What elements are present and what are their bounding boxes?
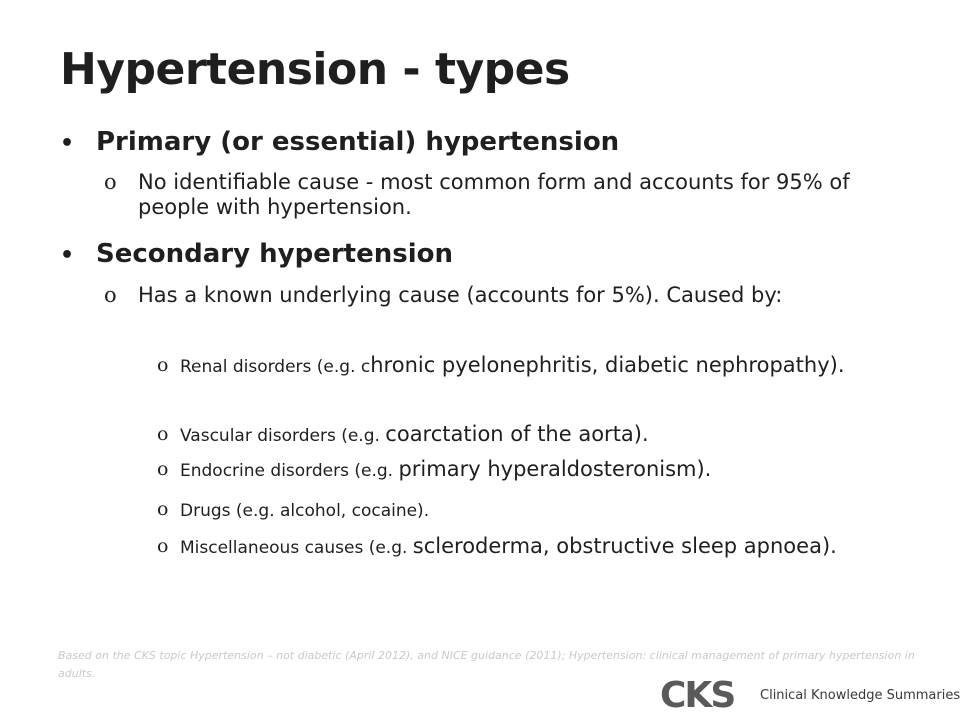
sub-bullet-icon: o [157,535,169,557]
cause-lead: Endocrine disorders (e.g. [180,461,399,481]
cause-item-miscellaneous [157,533,917,561]
sub-bullet-icon: o [157,423,169,445]
logo-text: Clinical Knowledge Summaries [760,688,960,703]
cause-item-vascular [157,421,917,449]
sub-bullet-icon: o [157,458,169,480]
sub-bullet-icon: o [157,498,169,520]
cause-text: scleroderma, obstructive sleep apnoea). [412,534,837,558]
secondary-hypertension-detail [104,283,884,308]
cks-logo [660,675,960,716]
secondary-detail-text: Has a known underlying cause (accounts for 5%). Caused by: [138,283,783,307]
bullet-icon: • [60,243,75,268]
primary-hypertension-detail [104,170,884,220]
sub-bullet-icon: o [104,283,117,307]
sub-bullet-icon: o [104,170,117,194]
cause-lead: Vascular disorders (e.g. [180,426,386,446]
cause-item-endocrine [157,456,917,484]
primary-hypertension-heading [60,126,619,160]
cause-lead: Miscellaneous causes (e.g. [180,538,413,558]
cause-text: coarctation of the aorta). [385,422,649,446]
cause-lead: Renal disorders (e.g. c [180,357,371,377]
primary-detail-text: No identifiable cause - most common form and accounts for 95% of people with hypertension. [138,170,850,219]
secondary-hypertension-heading [60,238,453,272]
cause-text: hronic pyelonephritis, diabetic nephropathy). [370,353,845,377]
bullet-icon: • [60,131,75,156]
logo-mark: CKS [660,675,735,716]
cause-text: primary hyperaldosteronism). [398,457,712,481]
sub-bullet-icon: o [157,354,169,376]
cause-item-drugs [157,496,917,524]
secondary-heading-text: Secondary hypertension [96,239,453,269]
cause-text: Drugs (e.g. alcohol, cocaine). [180,501,430,521]
primary-heading-text: Primary (or essential) hypertension [96,127,620,157]
source-footnote: Based on the CKS topic Hypertension – not diabetic (April 2012), and NICE guidance (2011); Hypertension: clinical management of primary hypertension in adults. [58,649,915,680]
cause-item-renal [157,352,917,380]
slide-title: Hypertension - types [60,44,570,95]
